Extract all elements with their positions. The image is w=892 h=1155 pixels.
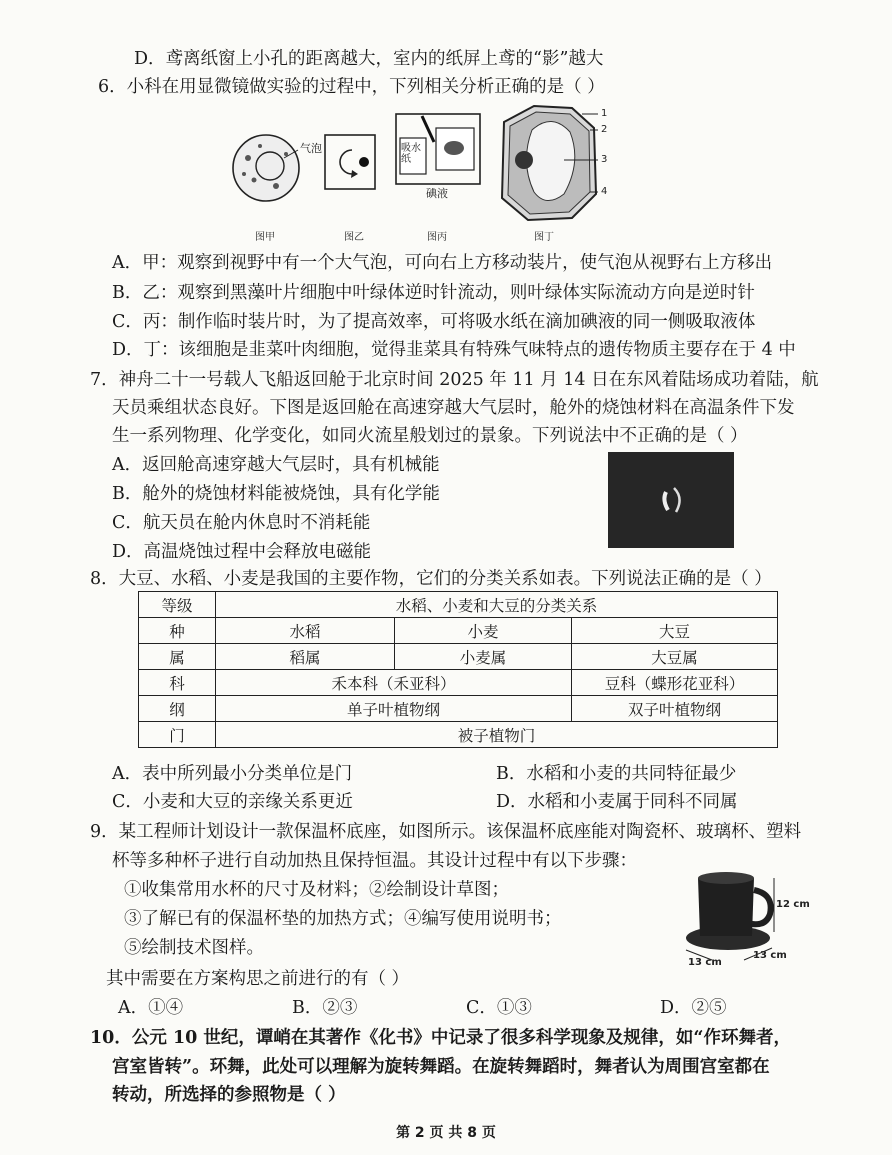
- table-row: [139, 644, 778, 670]
- q9-option-d: D．②⑤: [660, 998, 727, 1018]
- table-cell: 属: [139, 644, 216, 670]
- table-cell: 小麦: [395, 618, 572, 644]
- q10-line3: 转动，所选择的参照物是（ ）: [112, 1085, 346, 1105]
- absorbent-paper-label: 吸水纸: [401, 143, 421, 165]
- table-cell: 稻属: [216, 644, 395, 670]
- q5-option-d: D．鸢离纸窗上小孔的距离越大，室内的纸屏上鸢的“影”越大: [134, 49, 604, 69]
- q10-line2: 宫室皆转”。环舞，此处可以理解为旋转舞蹈。在旋转舞蹈时，舞者认为周围宫室都在: [112, 1057, 770, 1077]
- q7-stem-line1: 7．神舟二十一号载人飞船返回舱于北京时间 2025 年 11 月 14 日在东风着陆场成功着陆，航: [90, 370, 819, 390]
- q6-option-d: D．丁：该细胞是韭菜叶肉细胞，觉得韭菜具有特殊气味特点的遗传物质主要存在于 4 中: [112, 340, 796, 360]
- caption-ding: 图丁: [534, 232, 554, 243]
- q9-option-c: C．①③: [466, 998, 532, 1018]
- q9-step-line2: ③了解已有的保温杯垫的加热方式；④编写使用说明书；: [124, 909, 562, 929]
- table-cell: 大豆属: [572, 644, 778, 670]
- table-cell: 豆科（蝶形花亚科）: [572, 670, 778, 696]
- table-cell: 纲: [139, 696, 216, 722]
- q9-option-a: A．①④: [118, 998, 184, 1018]
- q7-stem-line3: 生一系列物理、化学变化，如同火流星般划过的景象。下列说法中不正确的是（ ）: [112, 426, 748, 446]
- q6-option-a: A．甲：观察到视野中有一个大气泡，可向右上方移动装片，使气泡从视野右上方移出: [112, 253, 773, 273]
- q9-stem-line1: 9．某工程师计划设计一款保温杯底座，如图所示。该保温杯底座能对陶瓷杯、玻璃杯、塑料: [90, 822, 802, 842]
- q9-step-line1: ①收集常用水杯的尺寸及材料；②绘制设计草图；: [124, 880, 509, 900]
- q9-stem-line2: 杯等多种杯子进行自动加热且保持恒温。其设计过程中有以下步骤：: [112, 851, 637, 871]
- table-cell: 水稻: [216, 618, 395, 644]
- q7-option-a: A．返回舱高速穿越大气层时，具有机械能: [112, 455, 440, 475]
- table-cell: 门: [139, 722, 216, 748]
- table-cell: 种: [139, 618, 216, 644]
- cell-label-2: 2: [601, 124, 608, 135]
- q9-option-b: B．②③: [292, 998, 358, 1018]
- dim-height: 12 cm: [776, 899, 810, 910]
- table-cell: 大豆: [572, 618, 778, 644]
- page-footer: 第 2 页 共 8 页: [396, 1125, 496, 1141]
- q6-option-c: C．丙：制作临时装片时，为了提高效率，可将吸水纸在滴加碘液的同一侧吸取液体: [112, 312, 756, 332]
- q8-option-b: B．水稻和小麦的共同特征最少: [496, 764, 737, 784]
- table-header-title: 水稻、小麦和大豆的分类关系: [216, 592, 778, 618]
- table-header-rank: 等级: [139, 592, 216, 618]
- q8-stem: 8．大豆、水稻、小麦是我国的主要作物，它们的分类关系如表。下列说法正确的是（ ）: [90, 569, 772, 589]
- table-cell: 双子叶植物纲: [572, 696, 778, 722]
- table-cell: 科: [139, 670, 216, 696]
- q8-option-d: D．水稻和小麦属于同科不同属: [496, 792, 738, 812]
- q7-option-b: B．舱外的烧蚀材料能被烧蚀，具有化学能: [112, 484, 440, 504]
- q7-option-d: D．高温烧蚀过程中会释放电磁能: [112, 542, 372, 562]
- caption-yi: 图乙: [344, 232, 364, 243]
- table-cell: 禾本科（禾亚科）: [216, 670, 572, 696]
- caption-jia: 图甲: [255, 232, 275, 243]
- q8-option-c: C．小麦和大豆的亲缘关系更近: [112, 792, 353, 812]
- q7-stem-line2: 天员乘组状态良好。下图是返回舱在高速穿越大气层时，舱外的烧蚀材料在高温条件下发: [112, 398, 795, 418]
- q7-option-c: C．航天员在舱内休息时不消耗能: [112, 513, 371, 533]
- q6-option-b: B．乙：观察到黑藻叶片细胞中叶绿体逆时针流动，则叶绿体实际流动方向是逆时针: [112, 283, 755, 303]
- table-cell: 单子叶植物纲: [216, 696, 572, 722]
- bubble-label: 气泡: [300, 142, 322, 155]
- table-row: [139, 722, 778, 748]
- table-row: [139, 670, 778, 696]
- cell-label-1: 1: [601, 108, 608, 119]
- q6-stem: 6．小科在用显微镜做实验的过程中，下列相关分析正确的是（ ）: [98, 77, 605, 97]
- iodine-label: 碘液: [426, 187, 448, 200]
- figure-ding-plant-cell: [494, 102, 604, 224]
- q8-option-a: A．表中所列最小分类单位是门: [112, 764, 353, 784]
- table-row: [139, 696, 778, 722]
- figure-yi-cell: [322, 132, 378, 192]
- caption-bing: 图丙: [427, 232, 447, 243]
- figure-jia-microscope-view: [228, 128, 310, 210]
- table-cell: 被子植物门: [216, 722, 778, 748]
- reentry-capsule-photo: [608, 452, 734, 548]
- table-cell: 小麦属: [395, 644, 572, 670]
- cell-label-3: 3: [601, 154, 608, 165]
- q10-line1: 10．公元 10 世纪，谭峭在其著作《化书》中记录了很多科学现象及规律，如“作环舞者，: [90, 1028, 791, 1048]
- q9-step-line3: ⑤绘制技术图样。: [124, 938, 264, 958]
- dim-width: 13 cm: [688, 957, 722, 968]
- dim-depth: 13 cm: [753, 950, 787, 961]
- cell-label-4: 4: [601, 186, 608, 197]
- classification-table: [138, 591, 778, 748]
- table-row: [139, 618, 778, 644]
- q9-question: 其中需要在方案构思之前进行的有（ ）: [106, 969, 410, 989]
